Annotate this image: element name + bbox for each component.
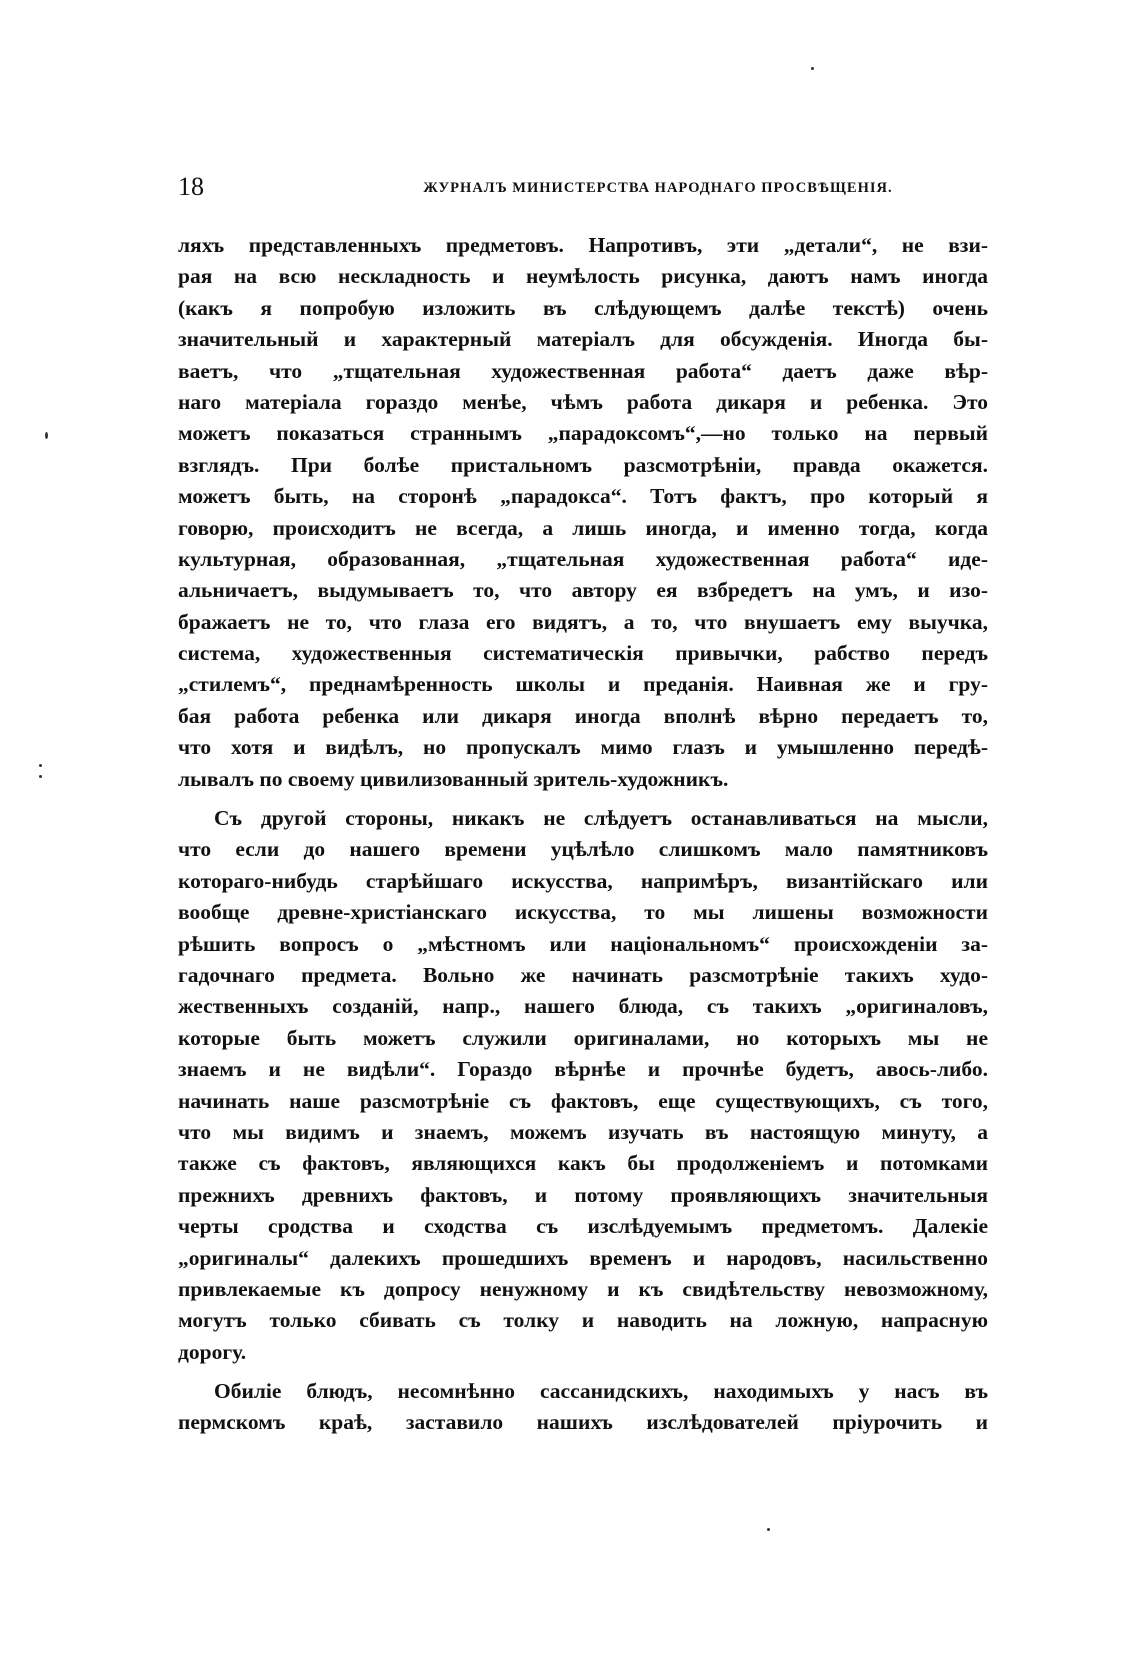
text-line: рѣшить вопросъ о „мѣстномъ или національномъ“ происхожденіи за- bbox=[178, 931, 988, 956]
text-line: также съ фактовъ, являющихся какъ бы продолженіемъ и потомками bbox=[178, 1151, 988, 1176]
page-header bbox=[178, 172, 993, 208]
paragraph bbox=[178, 1376, 988, 1439]
text-line: жественныхъ созданій, напр., нашего блюда, съ такихъ „оригиналовъ, bbox=[178, 994, 988, 1019]
text-line: говорю, происходитъ не всегда, а лишь иногда, и именно тогда, когда bbox=[178, 515, 988, 540]
text-line: привлекаемые къ допросу ненужному и къ свидѣтельству невозможному, bbox=[178, 1276, 988, 1301]
text-line: значительный и характерный матеріалъ для обсужденія. Иногда бы- bbox=[178, 327, 988, 352]
text-line: начинать наше разсмотрѣніе съ фактовъ, еще существующихъ, съ того, bbox=[178, 1088, 988, 1113]
body-text bbox=[178, 230, 988, 1439]
page-number: 18 bbox=[178, 172, 204, 201]
text-line: Обиліе блюдъ, несомнѣнно сассанидскихъ, находимыхъ у насъ въ bbox=[214, 1379, 988, 1404]
text-line: система, художественныя систематическія привычки, рабство передъ bbox=[178, 641, 988, 666]
scan-speck bbox=[39, 764, 42, 767]
text-line: альничаетъ, выдумываетъ то, что автору ея взбредетъ на умъ, и изо- bbox=[178, 578, 988, 603]
paragraph bbox=[178, 803, 988, 1368]
text-line: котораго-нибудь старѣйшаго искусства, напримѣръ, византійскаго или bbox=[178, 868, 988, 893]
text-line: гадочнаго предмета. Вольно же начинать разсмотрѣніе такихъ худо- bbox=[178, 962, 988, 987]
text-line: что хотя и видѣлъ, но пропускалъ мимо глазъ и умышленно передѣ- bbox=[178, 735, 988, 760]
text-line: культурная, образованная, „тщательная художественная работа“ иде- bbox=[178, 546, 988, 571]
text-line: вообще древне-христіанскаго искусства, то мы лишены возможности bbox=[178, 900, 988, 925]
text-line: бая работа ребенка или дикаря иногда вполнѣ вѣрно передаетъ то, bbox=[178, 703, 988, 728]
text-line: черты сродства и сходства съ изслѣдуемымъ предметомъ. Далекіе bbox=[178, 1214, 988, 1239]
text-line: что если до нашего времени уцѣлѣло слишкомъ мало памятниковъ bbox=[178, 837, 988, 862]
paragraph-gap bbox=[178, 1368, 988, 1376]
text-line: наго матеріала гораздо менѣе, чѣмъ работа дикаря и ребенка. Это bbox=[178, 389, 988, 414]
running-title: ЖУРНАЛЪ МИНИСТЕРСТВА НАРОДНАГО ПРОСВѢЩЕНІЯ. bbox=[423, 180, 893, 196]
text-line: дорогу. bbox=[178, 1339, 247, 1364]
text-line: лывалъ по своему цивилизованный зритель-художникъ. bbox=[178, 766, 729, 791]
text-line: (какъ я попробую изложить въ слѣдующемъ далѣе текстѣ) очень bbox=[178, 295, 988, 320]
text-line: „оригиналы“ далекихъ прошедшихъ временъ и народовъ, насильственно bbox=[178, 1245, 988, 1270]
text-line: пермскомъ краѣ, заставило нашихъ изслѣдователей пріурочить и bbox=[178, 1410, 988, 1435]
text-line: знаемъ и не видѣли“. Гораздо вѣрнѣе и прочнѣе будетъ, авось-либо. bbox=[178, 1057, 988, 1082]
text-line: можетъ показаться страннымъ „парадоксомъ“,—но только на первый bbox=[178, 421, 988, 446]
scan-speck bbox=[45, 432, 48, 439]
text-line: ваетъ, что „тщательная художественная работа“ даетъ даже вѣр- bbox=[178, 358, 988, 383]
text-line: ляхъ представленныхъ предметовъ. Напротивъ, эти „детали“, не взи- bbox=[178, 233, 988, 257]
scan-speck bbox=[767, 1528, 770, 1531]
text-line: которые быть можетъ служили оригиналами, но которыхъ мы не bbox=[178, 1025, 988, 1050]
text-line: что мы видимъ и знаемъ, можемъ изучать въ настоящую минуту, а bbox=[178, 1119, 988, 1144]
paragraph bbox=[178, 230, 988, 795]
text-line: могутъ только сбивать съ толку и наводить на ложную, напрасную bbox=[178, 1308, 988, 1333]
text-line: бражаетъ не то, что глаза его видятъ, а то, что внушаетъ ему выучка, bbox=[178, 609, 988, 634]
paragraph-gap bbox=[178, 795, 988, 803]
text-line: рая на всю нескладность и неумѣлость рисунка, даютъ намъ иногда bbox=[178, 264, 988, 289]
scan-speck bbox=[811, 67, 814, 70]
text-line: „стилемъ“, преднамѣренность школы и преданія. Наивная же и гру- bbox=[178, 672, 988, 697]
text-line: Съ другой стороны, никакъ не слѣдуетъ останавливаться на мысли, bbox=[214, 806, 988, 831]
text-line: прежнихъ древнихъ фактовъ, и потому проявляющихъ значительныя bbox=[178, 1182, 988, 1207]
text-line: взглядъ. При болѣе пристальномъ разсмотрѣніи, правда окажется. bbox=[178, 452, 988, 477]
text-line: можетъ быть, на сторонѣ „парадокса“. Тотъ фактъ, про который я bbox=[178, 484, 988, 509]
scan-speck bbox=[39, 775, 42, 778]
